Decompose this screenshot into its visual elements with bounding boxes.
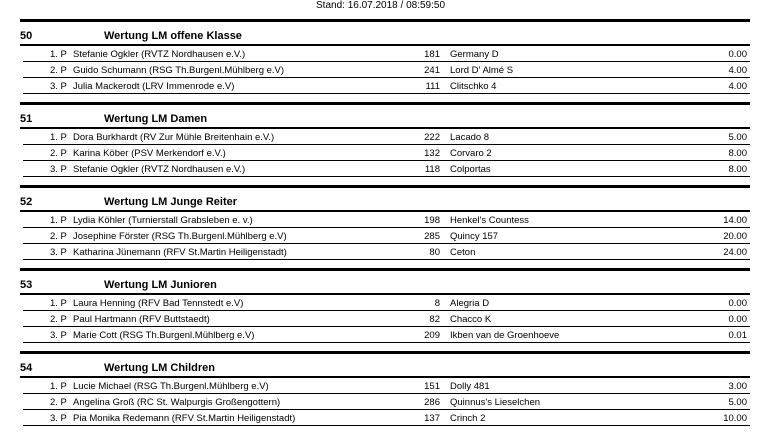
horse-name: Alegria D <box>450 298 490 309</box>
placing: 3. P <box>50 81 67 92</box>
rider-name: Angelina Groß (RC St. Walpurgis Großengottern) <box>73 397 281 408</box>
competition-section <box>20 268 750 351</box>
competition-section <box>20 19 750 102</box>
rider-name: Laura Henning (RFV Bad Tennstedt e.V) <box>73 298 244 309</box>
horse-number: 132 <box>424 148 440 159</box>
section-header <box>20 354 750 378</box>
placing: 2. P <box>50 148 67 159</box>
timestamp <box>0 0 763 12</box>
section-header <box>20 188 750 212</box>
result-row <box>23 295 750 311</box>
horse-name: Lacado 8 <box>450 132 490 143</box>
horse-number: 209 <box>424 330 440 341</box>
horse-number: 285 <box>424 231 440 242</box>
result-row <box>23 244 750 260</box>
horse-number: 82 <box>429 314 440 325</box>
horse-name: Ceton <box>450 247 476 258</box>
section-header <box>20 105 750 129</box>
results-list <box>20 19 750 434</box>
score: 5.00 <box>728 397 747 408</box>
competition-title: Wertung LM Junioren <box>104 279 217 291</box>
score: 4.00 <box>728 81 747 92</box>
section-header <box>20 271 750 295</box>
horse-name: Colportas <box>450 164 491 175</box>
result-row <box>23 378 750 394</box>
result-row <box>23 129 750 145</box>
score: 4.00 <box>728 65 747 76</box>
horse-name: Henkel's Countess <box>450 215 529 226</box>
placing: 3. P <box>50 413 67 424</box>
result-row <box>23 410 750 426</box>
score: 3.00 <box>728 381 747 392</box>
score: 0.01 <box>728 330 747 341</box>
result-row <box>23 145 750 161</box>
placing: 2. P <box>50 65 67 76</box>
rider-name: Lydia Köhler (Turnierstall Grabsleben e. v.) <box>73 215 253 226</box>
result-row <box>23 161 750 177</box>
horse-name: Crinch 2 <box>450 413 486 424</box>
placing: 1. P <box>50 298 67 309</box>
competition-section <box>20 185 750 268</box>
result-row <box>23 228 750 244</box>
result-row <box>23 212 750 228</box>
competition-title: Wertung LM Damen <box>104 113 208 125</box>
score: 10.00 <box>723 413 747 424</box>
result-row <box>23 327 750 343</box>
rider-name: Julia Mackerodt (LRV Immenrode e.V) <box>73 81 235 92</box>
score: 8.00 <box>728 164 747 175</box>
score: 5.00 <box>728 132 747 143</box>
competition-number: 54 <box>20 362 33 374</box>
score: 8.00 <box>728 148 747 159</box>
score: 0.00 <box>728 314 747 325</box>
rider-name: Karina Köber (PSV Merkendorf e.V.) <box>73 148 226 159</box>
horse-number: 181 <box>424 49 440 60</box>
competition-number: 50 <box>20 30 33 42</box>
competition-title: Wertung LM Junge Reiter <box>104 196 238 208</box>
horse-name: Dolly 481 <box>450 381 490 392</box>
horse-number: 111 <box>425 81 440 92</box>
horse-number: 80 <box>429 247 440 258</box>
rider-name: Katharina Jünemann (RFV St.Martin Heiligenstadt) <box>73 247 287 258</box>
horse-number: 222 <box>424 132 440 143</box>
horse-number: 137 <box>424 413 440 424</box>
competition-title: Wertung LM Children <box>104 362 216 374</box>
placing: 1. P <box>50 49 67 60</box>
section-header <box>20 22 750 46</box>
competition-section <box>20 351 750 434</box>
rider-name: Guido Schumann (RSG Th.Burgenl.Mühlberg e.V) <box>73 65 285 76</box>
score: 20.00 <box>723 231 747 242</box>
horse-name: Corvaro 2 <box>450 148 492 159</box>
placing: 2. P <box>50 397 67 408</box>
rider-name: Josephine Förster (RSG Th.Burgenl.Mühlberg e.V) <box>73 231 287 242</box>
result-row <box>23 78 750 94</box>
competition-title: Wertung LM offene Klasse <box>104 30 242 42</box>
horse-number: 8 <box>434 298 440 309</box>
rider-name: Lucie Michael (RSG Th.Burgenl.Mühlberg e.V) <box>73 381 269 392</box>
score: 24.00 <box>723 247 747 258</box>
score: 14.00 <box>723 215 747 226</box>
result-row <box>23 311 750 327</box>
horse-name: Clitschko 4 <box>450 81 497 92</box>
result-row <box>23 46 750 62</box>
horse-number: 151 <box>424 381 440 392</box>
horse-number: 198 <box>424 215 440 226</box>
competition-section <box>20 102 750 185</box>
competition-number: 51 <box>20 113 33 125</box>
horse-number: 286 <box>424 397 440 408</box>
placing: 3. P <box>50 330 67 341</box>
placing: 3. P <box>50 247 67 258</box>
rider-name: Stefanie Ogkler (RVTZ Nordhausen e.V.) <box>73 49 246 60</box>
result-row <box>23 394 750 410</box>
rider-name: Marie Cott (RSG Th.Burgenl.Mühlberg e.V) <box>73 330 255 341</box>
placing: 2. P <box>50 314 67 325</box>
score: 0.00 <box>728 49 747 60</box>
rider-name: Paul Hartmann (RFV Buttstaedt) <box>73 314 210 325</box>
horse-name: Ikben van de Groenhoeve <box>450 330 560 341</box>
placing: 2. P <box>50 231 67 242</box>
rider-name: Dora Burkhardt (RV Zur Mühle Breitenhain e.V.) <box>73 132 275 143</box>
horse-number: 118 <box>424 164 440 175</box>
horse-name: Lord D' Almé S <box>450 65 514 76</box>
competition-number: 52 <box>20 196 33 208</box>
placing: 1. P <box>50 381 67 392</box>
placing: 1. P <box>50 132 67 143</box>
horse-name: Quinnus's Lieselchen <box>450 397 541 408</box>
horse-name: Chacco K <box>450 314 492 325</box>
placing: 3. P <box>50 164 67 175</box>
timestamp-text: Stand: 16.07.2018 / 08:59:50 <box>316 0 445 11</box>
score: 0.00 <box>728 298 747 309</box>
rider-name: Pia Monika Redemann (RFV St.Martin Heiligenstadt) <box>73 413 296 424</box>
horse-name: Germany D <box>450 49 499 60</box>
competition-number: 53 <box>20 279 33 291</box>
placing: 1. P <box>50 215 67 226</box>
horse-name: Quincy 157 <box>450 231 499 242</box>
rider-name: Stefanie Ogkler (RVTZ Nordhausen e.V.) <box>73 164 246 175</box>
horse-number: 241 <box>424 65 440 76</box>
result-row <box>23 62 750 78</box>
